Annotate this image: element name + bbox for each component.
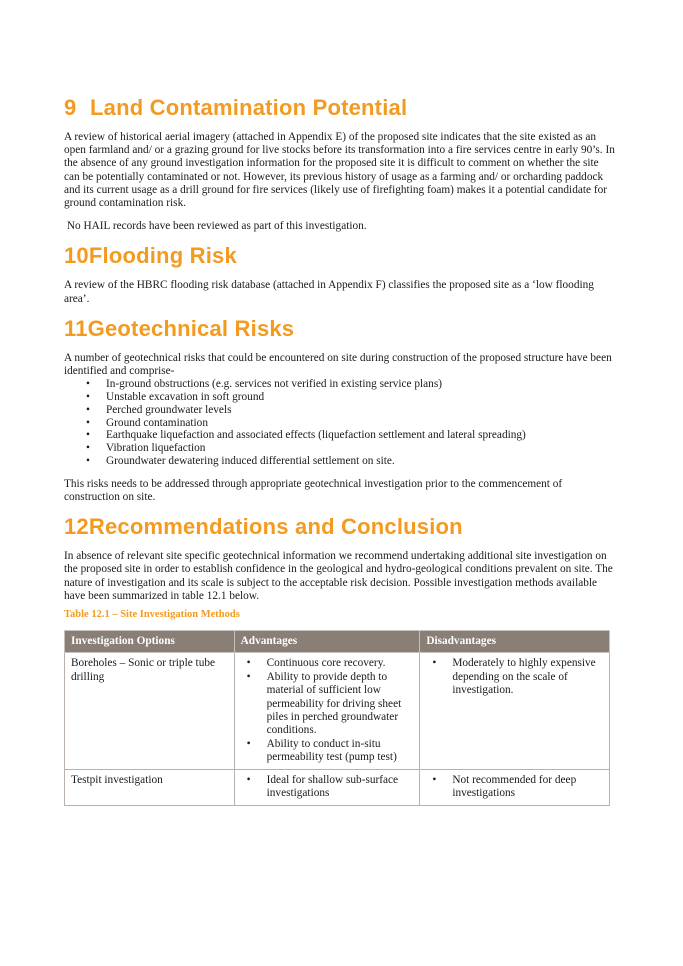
table-cell-disadvantages <box>420 653 610 769</box>
section-11-number: 11 <box>64 315 88 341</box>
advantages-list <box>241 657 414 764</box>
disadvantages-list <box>426 774 603 801</box>
section-9-heading <box>64 95 616 121</box>
list-item: • Unstable excavation in soft ground <box>106 391 616 404</box>
list-item: • Moderately to highly expensive depending on the scale of investigation. <box>452 657 603 697</box>
section-11-title: Geotechnical Risks <box>87 315 295 341</box>
section-9-title: Land Contamination Potential <box>90 95 408 120</box>
table-cell-advantages <box>234 653 420 769</box>
section-11-closing: This risks needs to be addressed through appropriate geotechnical investigation prior to the commencement of construction on site. <box>64 477 563 504</box>
list-item: • Perched groundwater levels <box>106 404 616 417</box>
column-header-options: Investigation Options <box>65 631 235 653</box>
section-9 <box>64 95 616 233</box>
table-cell-advantages <box>234 769 420 805</box>
section-10-paragraph-1: A review of the HBRC flooding risk database (attached in Appendix F) classifies the proposed site as a ‘low flooding area’. <box>64 279 594 305</box>
table-cell-option: Testpit investigation <box>65 769 235 805</box>
list-item: • Groundwater dewatering induced differential settlement on site. <box>106 455 616 468</box>
list-item: • In-ground obstructions (e.g. services not verified in existing service plans) <box>106 378 616 391</box>
section-12 <box>64 514 616 805</box>
list-item: • Ideal for shallow sub-surface investigations <box>267 774 414 801</box>
investigation-methods-table <box>64 630 610 805</box>
section-12-title: Recommendations and Conclusion <box>88 514 463 540</box>
list-item: • Not recommended for deep investigations <box>452 774 603 801</box>
list-item: • Vibration liquefaction <box>106 442 616 455</box>
table-row <box>65 653 610 769</box>
table-cell-option: Boreholes – Sonic or triple tube drilling <box>65 653 235 769</box>
section-9-number: 9 <box>64 95 77 120</box>
list-item: • Ground contamination <box>106 417 616 430</box>
section-12-number: 12 <box>64 514 89 540</box>
table-caption: Table 12.1 – Site Investigation Methods <box>64 609 240 621</box>
disadvantages-list <box>426 657 603 697</box>
table-header-row <box>65 631 610 653</box>
section-10 <box>64 243 616 305</box>
risk-list <box>64 378 616 468</box>
list-item: • Earthquake liquefaction and associated effects (liquefaction settlement and lateral spreading) <box>106 429 616 442</box>
list-item: • Ability to conduct in-situ permeability test (pump test) <box>267 738 414 765</box>
column-header-disadvantages: Disadvantages <box>420 631 610 653</box>
section-11 <box>64 316 616 504</box>
table-cell-disadvantages <box>420 769 610 805</box>
section-12-heading <box>64 514 616 540</box>
section-9-paragraph-2: No HAIL records have been reviewed as part of this investigation. <box>64 220 367 233</box>
section-10-number: 10 <box>64 243 89 269</box>
section-9-paragraph-1: A review of historical aerial imagery (attached in Appendix E) of the proposed site indicates that the site existed as an open farmland and/ or a grazing ground for live stocks before its transformation into a fire services centre in early 90’s. In the absence of any ground investigation information for the proposed site it is difficult to comment on whether the site can be potentially contaminated or not. However, its previous history of usage as a farming and/ or orcharding paddock and its current usage as a drill ground for fire services (likely use of firefighting foam) makes it a potential candidate for ground contamination risk. <box>64 131 615 210</box>
section-10-heading <box>64 243 616 269</box>
list-item: • Ability to provide depth to material of sufficient low permeability for driving sheet piles in perched groundwater conditions. <box>267 671 414 738</box>
column-header-advantages: Advantages <box>234 631 420 653</box>
list-item: • Continuous core recovery. <box>267 657 414 670</box>
section-11-heading <box>64 316 616 342</box>
page-content <box>64 95 616 806</box>
section-10-title: Flooding Risk <box>88 243 237 269</box>
advantages-list <box>241 774 414 801</box>
section-11-intro: A number of geotechnical risks that could be encountered on site during construction of the proposed structure have been identified and comprise- <box>64 351 612 378</box>
table-row <box>65 769 610 805</box>
section-12-paragraph-1: In absence of relevant site specific geotechnical information we recommend undertaking additional site investigation on the proposed site in order to establish confidence in the geological and hydro-geological conditions prevalent on site. The nature of investigation and its scale is subject to the acceptable risk decision. Possible investigation methods available have been summarized in table 12.1 below. <box>64 550 613 602</box>
